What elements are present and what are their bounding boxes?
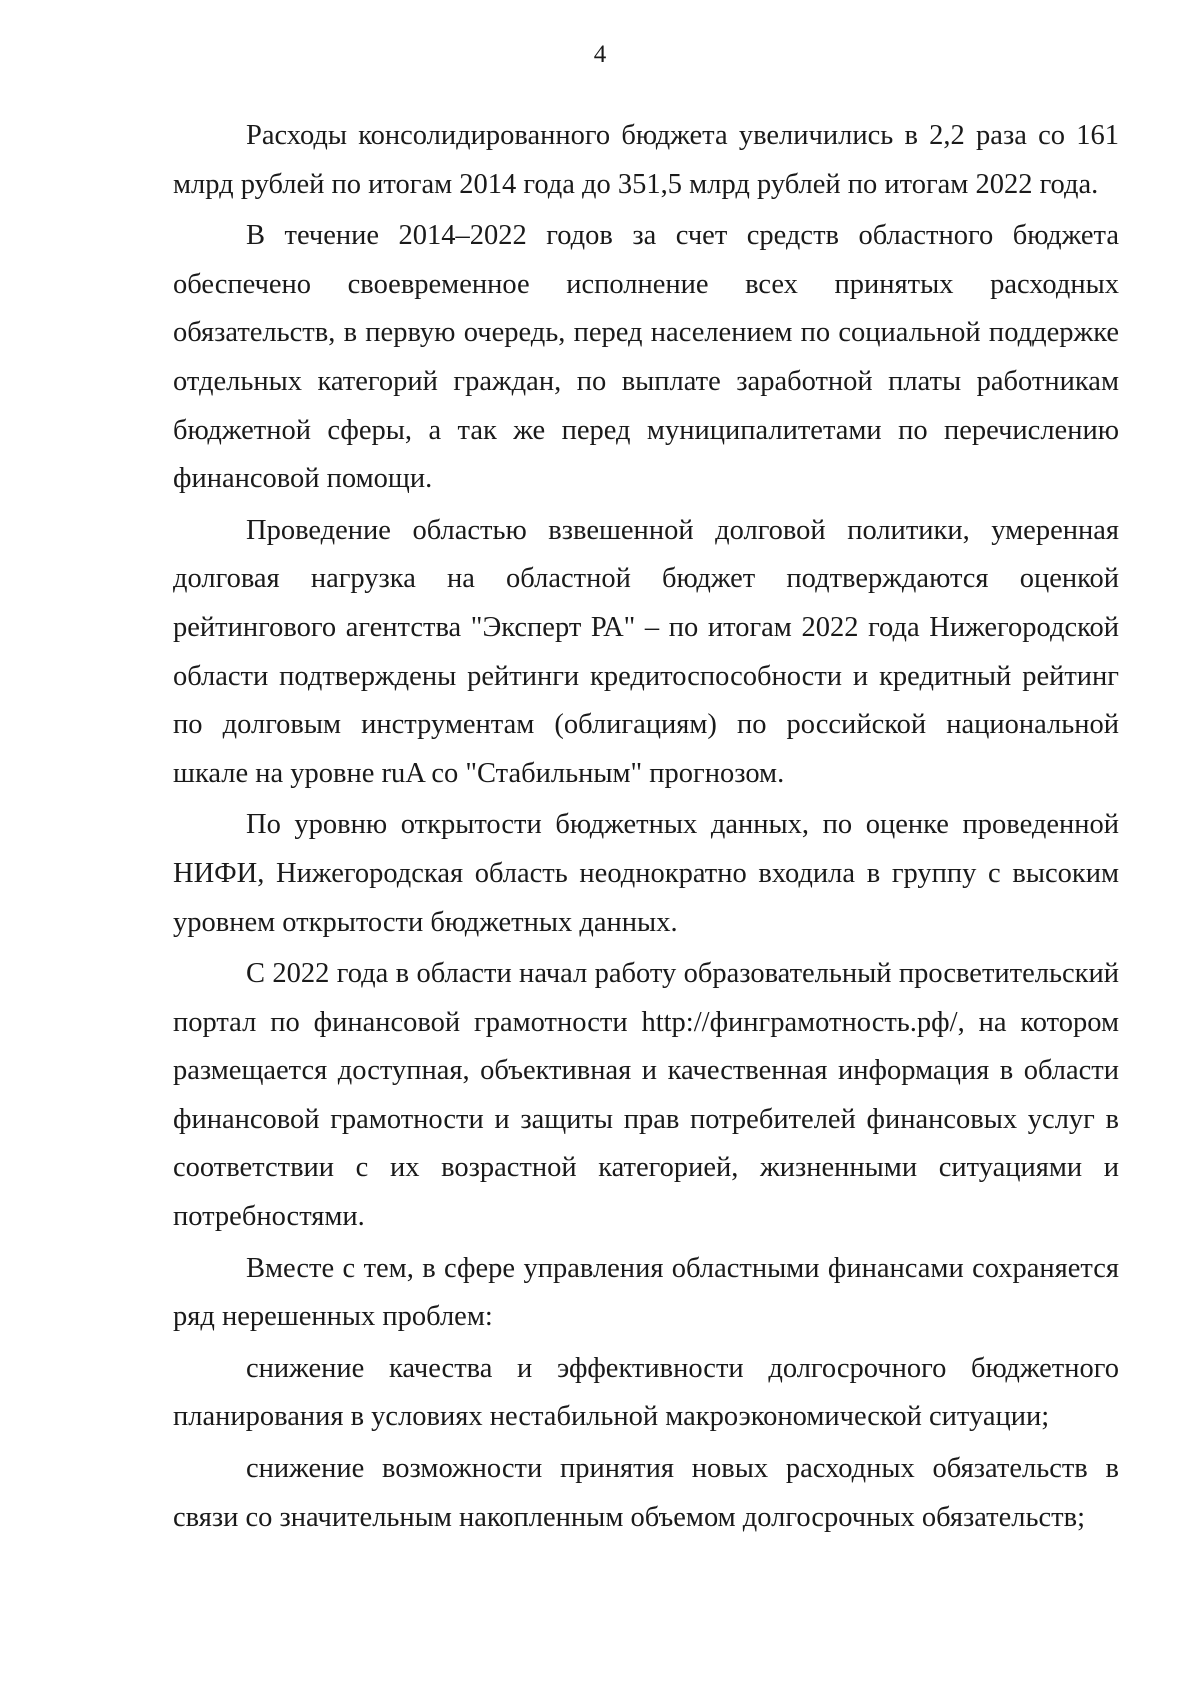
- paragraph-debt-policy-rating: Проведение областью взвешенной долговой политики, умеренная долговая нагрузка на областной бюджет подтверждаются оценкой рейтингового агентства "Эксперт РА" – по итогам 2022 года Нижегородской области подтверждены рейтинги кредитоспособности и кредитный рейтинг по долговым инструментам (облигациям) по российской национальной шкале на уровне ruA со "Стабильным" прогнозом.: [173, 514, 1119, 789]
- page-number: 4: [593, 41, 607, 68]
- paragraph-budget-openness: По уровню открытости бюджетных данных, по оценке проведенной НИФИ, Нижегородская область неоднократно входила в группу с высоким уровнем открытости бюджетных данных.: [173, 809, 1119, 938]
- paragraph-budget-expenses: Расходы консолидированного бюджета увеличились в 2,2 раза со 161 млрд рублей по итогам 2014 года до 351,5 млрд рублей по итогам 2022 года.: [173, 120, 1119, 200]
- paragraph-obligations-fulfilled: В течение 2014–2022 годов за счет средств областного бюджета обеспечено своевременное исполнение всех принятых расходных обязательств, в первую очередь, перед населением по социальной поддержке отдельных категорий граждан, по выплате заработной платы работникам бюджетной сферы, а так же перед муниципалитетами по перечислению финансовой помощи.: [173, 220, 1119, 495]
- paragraph-financial-literacy-portal: С 2022 года в области начал работу образовательный просветительский портал по финансовой грамотности http://финграмотность.рф/, на котором размещается доступная, объективная и качественная информация в области финансовой грамотности и защиты прав потребителей финансовых услуг в соответствии с их возрастной категорией, жизненными ситуациями и потребностями.: [173, 958, 1119, 1233]
- list-item-planning-quality: снижение качества и эффективности долгосрочного бюджетного планирования в условиях нестабильной макроэкономической ситуации;: [173, 1352, 1119, 1433]
- list-item-new-obligations: снижение возможности принятия новых расходных обязательств в связи со значительным накопленным объемом долгосрочных обязательств;: [173, 1453, 1119, 1533]
- document-body: [173, 112, 1119, 1545]
- paragraph-unresolved-problems: Вместе с тем, в сфере управления областными финансами сохраняется ряд нерешенных проблем:: [173, 1252, 1119, 1333]
